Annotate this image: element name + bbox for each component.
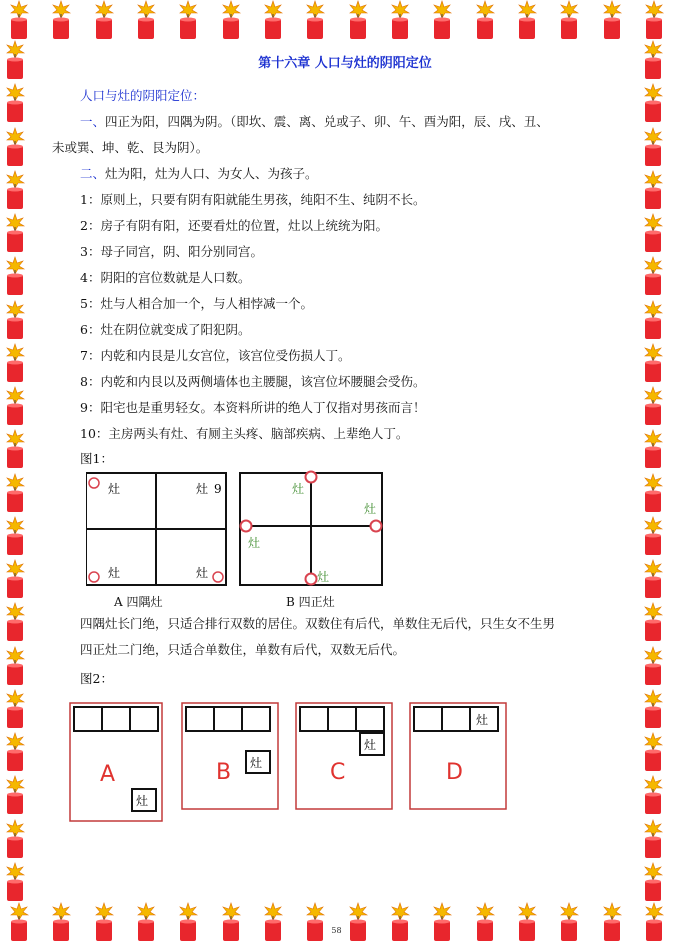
section-heading: 人口与灶的阴阳定位：: [80, 88, 206, 103]
firecracker: [640, 170, 666, 210]
firecracker: [260, 0, 286, 40]
firecracker: [2, 83, 28, 123]
firecracker: [641, 0, 667, 40]
corner-circle-bl: [89, 572, 99, 582]
firecracker: [640, 213, 666, 253]
stove-a-br: 灶: [196, 566, 209, 580]
firecracker: [6, 0, 32, 40]
firecracker-icon: [640, 429, 666, 469]
firecracker-icon: [2, 83, 28, 123]
firecracker-icon: [472, 0, 498, 40]
firecracker-icon: [48, 0, 74, 40]
firecracker: [2, 40, 28, 80]
firecracker-icon: [640, 516, 666, 556]
firecracker: [302, 0, 328, 40]
firecracker-icon: [2, 127, 28, 167]
firecracker: [2, 300, 28, 340]
house-c: [296, 703, 392, 809]
firecracker-icon: [641, 0, 667, 40]
border-right: [640, 40, 673, 902]
chapter-title: 第十六章 人口与灶的阴阳定位: [258, 56, 432, 71]
firecracker: [345, 0, 371, 40]
firecracker: [640, 819, 666, 859]
firecracker-icon: [514, 902, 540, 942]
firecracker: [640, 862, 666, 902]
firecracker-icon: [640, 127, 666, 167]
firecracker-icon: [640, 646, 666, 686]
caption-b: B 四正灶: [286, 595, 335, 609]
figure-1-diagrams: [86, 469, 606, 589]
firecracker: [556, 0, 582, 40]
rule-3: 3：母子同宫，阴、阳分别同宫。: [80, 244, 263, 259]
house-d: [410, 703, 506, 809]
firecracker-icon: [2, 40, 28, 80]
firecracker: [2, 256, 28, 296]
firecracker-icon: [218, 0, 244, 40]
firecracker: [2, 127, 28, 167]
firecracker-icon: [2, 256, 28, 296]
letter-d: D: [446, 760, 463, 785]
firecracker-icon: [640, 819, 666, 859]
firecracker-icon: [2, 473, 28, 513]
paragraph-1-text: 四正为阳，四隅为阴。（即坎、震、离、兑或子、卯、午、酉为阳，辰、戌、丑、: [105, 114, 549, 129]
firecracker-icon: [133, 0, 159, 40]
firecracker: [2, 689, 28, 729]
firecracker: [2, 170, 28, 210]
corner-circle-br: [213, 572, 223, 582]
firecracker: [2, 602, 28, 642]
rule-10: 10：主房两头有灶、有厕主头疼、脑部疾病、上辈绝人丁。: [80, 426, 409, 441]
firecracker: [599, 0, 625, 40]
caption-a: A 四隅灶: [114, 595, 163, 609]
firecracker: [2, 213, 28, 253]
firecracker: [260, 902, 286, 942]
figure-2-diagrams: [52, 693, 638, 833]
house-a: [70, 703, 162, 821]
firecracker: [2, 862, 28, 902]
stove-a-bl: 灶: [108, 566, 121, 580]
rule-1: 1：原则上，只要有阴有阳就能生男孩，纯阳不生、纯阴不长。: [80, 192, 426, 207]
firecracker-icon: [91, 0, 117, 40]
stove-house-d: 灶: [476, 713, 489, 727]
firecracker: [640, 127, 666, 167]
firecracker: [2, 819, 28, 859]
firecracker: [48, 902, 74, 942]
firecracker-icon: [599, 0, 625, 40]
stove-b-bottom: 灶: [317, 570, 330, 584]
firecracker: [2, 343, 28, 383]
firecracker: [6, 902, 32, 942]
firecracker-icon: [640, 40, 666, 80]
firecracker: [472, 0, 498, 40]
firecracker: [2, 473, 28, 513]
firecracker: [2, 429, 28, 469]
firecracker: [640, 516, 666, 556]
firecracker-icon: [302, 0, 328, 40]
firecracker: [640, 559, 666, 599]
border-top: [0, 0, 673, 40]
figure-1: [86, 469, 638, 609]
stove-b-top: 灶: [292, 482, 305, 496]
rule-7: 7：内乾和内艮是儿女宫位，该宫位受伤损人丁。: [80, 348, 351, 363]
firecracker-icon: [48, 902, 74, 942]
firecracker: [133, 902, 159, 942]
firecracker-icon: [302, 902, 328, 942]
firecracker-icon: [640, 602, 666, 642]
firecracker: [640, 300, 666, 340]
firecracker: [218, 902, 244, 942]
firecracker: [640, 732, 666, 772]
firecracker: [387, 0, 413, 40]
firecracker-icon: [640, 473, 666, 513]
diagram-a-grid: [86, 473, 226, 585]
stove-a-tr: 灶: [196, 482, 209, 496]
firecracker-icon: [640, 83, 666, 123]
firecracker: [514, 902, 540, 942]
firecracker-icon: [641, 902, 667, 942]
firecracker: [2, 646, 28, 686]
firecracker-icon: [133, 902, 159, 942]
firecracker-icon: [175, 902, 201, 942]
rule-6: 6：灶在阴位就变成了阳犯阴。: [80, 322, 251, 337]
stove-house-b: 灶: [250, 756, 263, 770]
house-b: [182, 703, 278, 809]
firecracker-icon: [6, 0, 32, 40]
firecracker-icon: [387, 0, 413, 40]
firecracker-icon: [640, 256, 666, 296]
firecracker: [640, 473, 666, 513]
firecracker-icon: [345, 902, 371, 942]
firecracker: [472, 902, 498, 942]
firecracker: [429, 0, 455, 40]
rule-9: 9：阳宅也是重男轻女。本资料所讲的绝人丁仅指对男孩而言！: [80, 400, 426, 415]
corner-circle-tl: [89, 478, 99, 488]
paragraph-2: 二、灶为阳，灶为人口、为女人、为孩子。: [80, 166, 318, 181]
firecracker-icon: [640, 300, 666, 340]
letter-c: C: [330, 760, 346, 785]
side-circle-right: [371, 521, 382, 532]
letter-b: B: [216, 760, 232, 785]
rule-2: 2：房子有阴有阳，还要看灶的位置，灶以上统统为阳。: [80, 218, 388, 233]
firecracker-icon: [260, 902, 286, 942]
firecracker-icon: [2, 602, 28, 642]
firecracker: [175, 902, 201, 942]
firecracker-icon: [387, 902, 413, 942]
figure-2: [52, 693, 638, 833]
firecracker: [387, 902, 413, 942]
firecracker: [2, 732, 28, 772]
firecracker-icon: [2, 516, 28, 556]
firecracker: [429, 902, 455, 942]
rule-5: 5：灶与人相合加一个，与人相悖减一个。: [80, 296, 313, 311]
figure-2-label: 图2：: [80, 671, 113, 686]
firecracker: [640, 83, 666, 123]
firecracker: [514, 0, 540, 40]
firecracker-icon: [2, 343, 28, 383]
border-bottom: [0, 902, 673, 942]
page-content: [52, 44, 638, 833]
firecracker-icon: [556, 902, 582, 942]
firecracker: [556, 902, 582, 942]
stove-house-a: 灶: [136, 794, 149, 808]
firecracker: [218, 0, 244, 40]
rule-4: 4：阴阳的宫位数就是人口数。: [80, 270, 251, 285]
firecracker: [640, 256, 666, 296]
rule-8: 8：内乾和内艮以及两侧墙体也主腰腿，该宫位坏腰腿会受伤。: [80, 374, 426, 389]
side-circle-top: [306, 472, 317, 483]
firecracker-icon: [2, 300, 28, 340]
firecracker: [640, 689, 666, 729]
after-fig1-2: 四正灶二门绝，只适合单数住，单数有后代，双数无后代。: [80, 642, 406, 657]
firecracker: [640, 602, 666, 642]
firecracker-icon: [2, 732, 28, 772]
firecracker: [2, 559, 28, 599]
firecracker-icon: [2, 646, 28, 686]
firecracker: [641, 902, 667, 942]
firecracker-icon: [556, 0, 582, 40]
firecracker-icon: [2, 170, 28, 210]
firecracker: [91, 0, 117, 40]
firecracker-icon: [640, 343, 666, 383]
firecracker-icon: [429, 902, 455, 942]
firecracker: [599, 902, 625, 942]
stove-house-c: 灶: [364, 738, 377, 752]
after-fig1-1: 四隅灶长门绝，只适合排行双数的居住。双数住有后代，单数住无后代，只生女不生男: [80, 616, 556, 631]
firecracker: [640, 343, 666, 383]
diagram-b-grid: [240, 472, 382, 586]
page-number: 58: [331, 926, 342, 935]
stove-a-tl: 灶: [108, 482, 121, 496]
firecracker: [2, 516, 28, 556]
firecracker-icon: [2, 213, 28, 253]
firecracker: [345, 902, 371, 942]
firecracker-icon: [640, 732, 666, 772]
firecracker-icon: [91, 902, 117, 942]
side-circle-left: [241, 521, 252, 532]
firecracker: [91, 902, 117, 942]
stove-b-left: 灶: [248, 536, 261, 550]
firecracker: [640, 775, 666, 815]
firecracker-icon: [640, 386, 666, 426]
firecracker-icon: [2, 559, 28, 599]
firecracker-icon: [640, 559, 666, 599]
firecracker-icon: [640, 775, 666, 815]
firecracker-icon: [429, 0, 455, 40]
letter-a: A: [100, 762, 116, 787]
firecracker-icon: [2, 689, 28, 729]
firecracker: [640, 40, 666, 80]
firecracker: [133, 0, 159, 40]
figure-1-label: 图1：: [80, 451, 113, 466]
firecracker-icon: [2, 429, 28, 469]
paragraph-1-cont: 未或巽、坤、乾、艮为阴）。: [52, 140, 209, 155]
stove-b-right: 灶: [364, 502, 377, 516]
firecracker-icon: [2, 386, 28, 426]
firecracker-icon: [472, 902, 498, 942]
firecracker-icon: [175, 0, 201, 40]
firecracker: [175, 0, 201, 40]
firecracker: [640, 386, 666, 426]
firecracker-icon: [2, 819, 28, 859]
firecracker: [2, 775, 28, 815]
firecracker-icon: [640, 689, 666, 729]
border-left: [2, 40, 42, 902]
firecracker-icon: [2, 862, 28, 902]
firecracker: [302, 902, 328, 942]
firecracker: [2, 386, 28, 426]
firecracker: [640, 429, 666, 469]
firecracker-icon: [640, 862, 666, 902]
firecracker: [640, 646, 666, 686]
firecracker-icon: [599, 902, 625, 942]
firecracker-icon: [260, 0, 286, 40]
firecracker-icon: [6, 902, 32, 942]
firecracker: [48, 0, 74, 40]
firecracker-icon: [514, 0, 540, 40]
firecracker-icon: [640, 170, 666, 210]
firecracker-icon: [2, 775, 28, 815]
side-circle-bottom: [306, 574, 317, 585]
number-9: 9: [214, 482, 222, 496]
firecracker-icon: [640, 213, 666, 253]
firecracker-icon: [218, 902, 244, 942]
firecracker-icon: [345, 0, 371, 40]
paragraph-1: 一、四正为阳，四隅为阴。（即坎、震、离、兑或子、卯、午、酉为阳，辰、戌、丑、: [80, 114, 549, 129]
